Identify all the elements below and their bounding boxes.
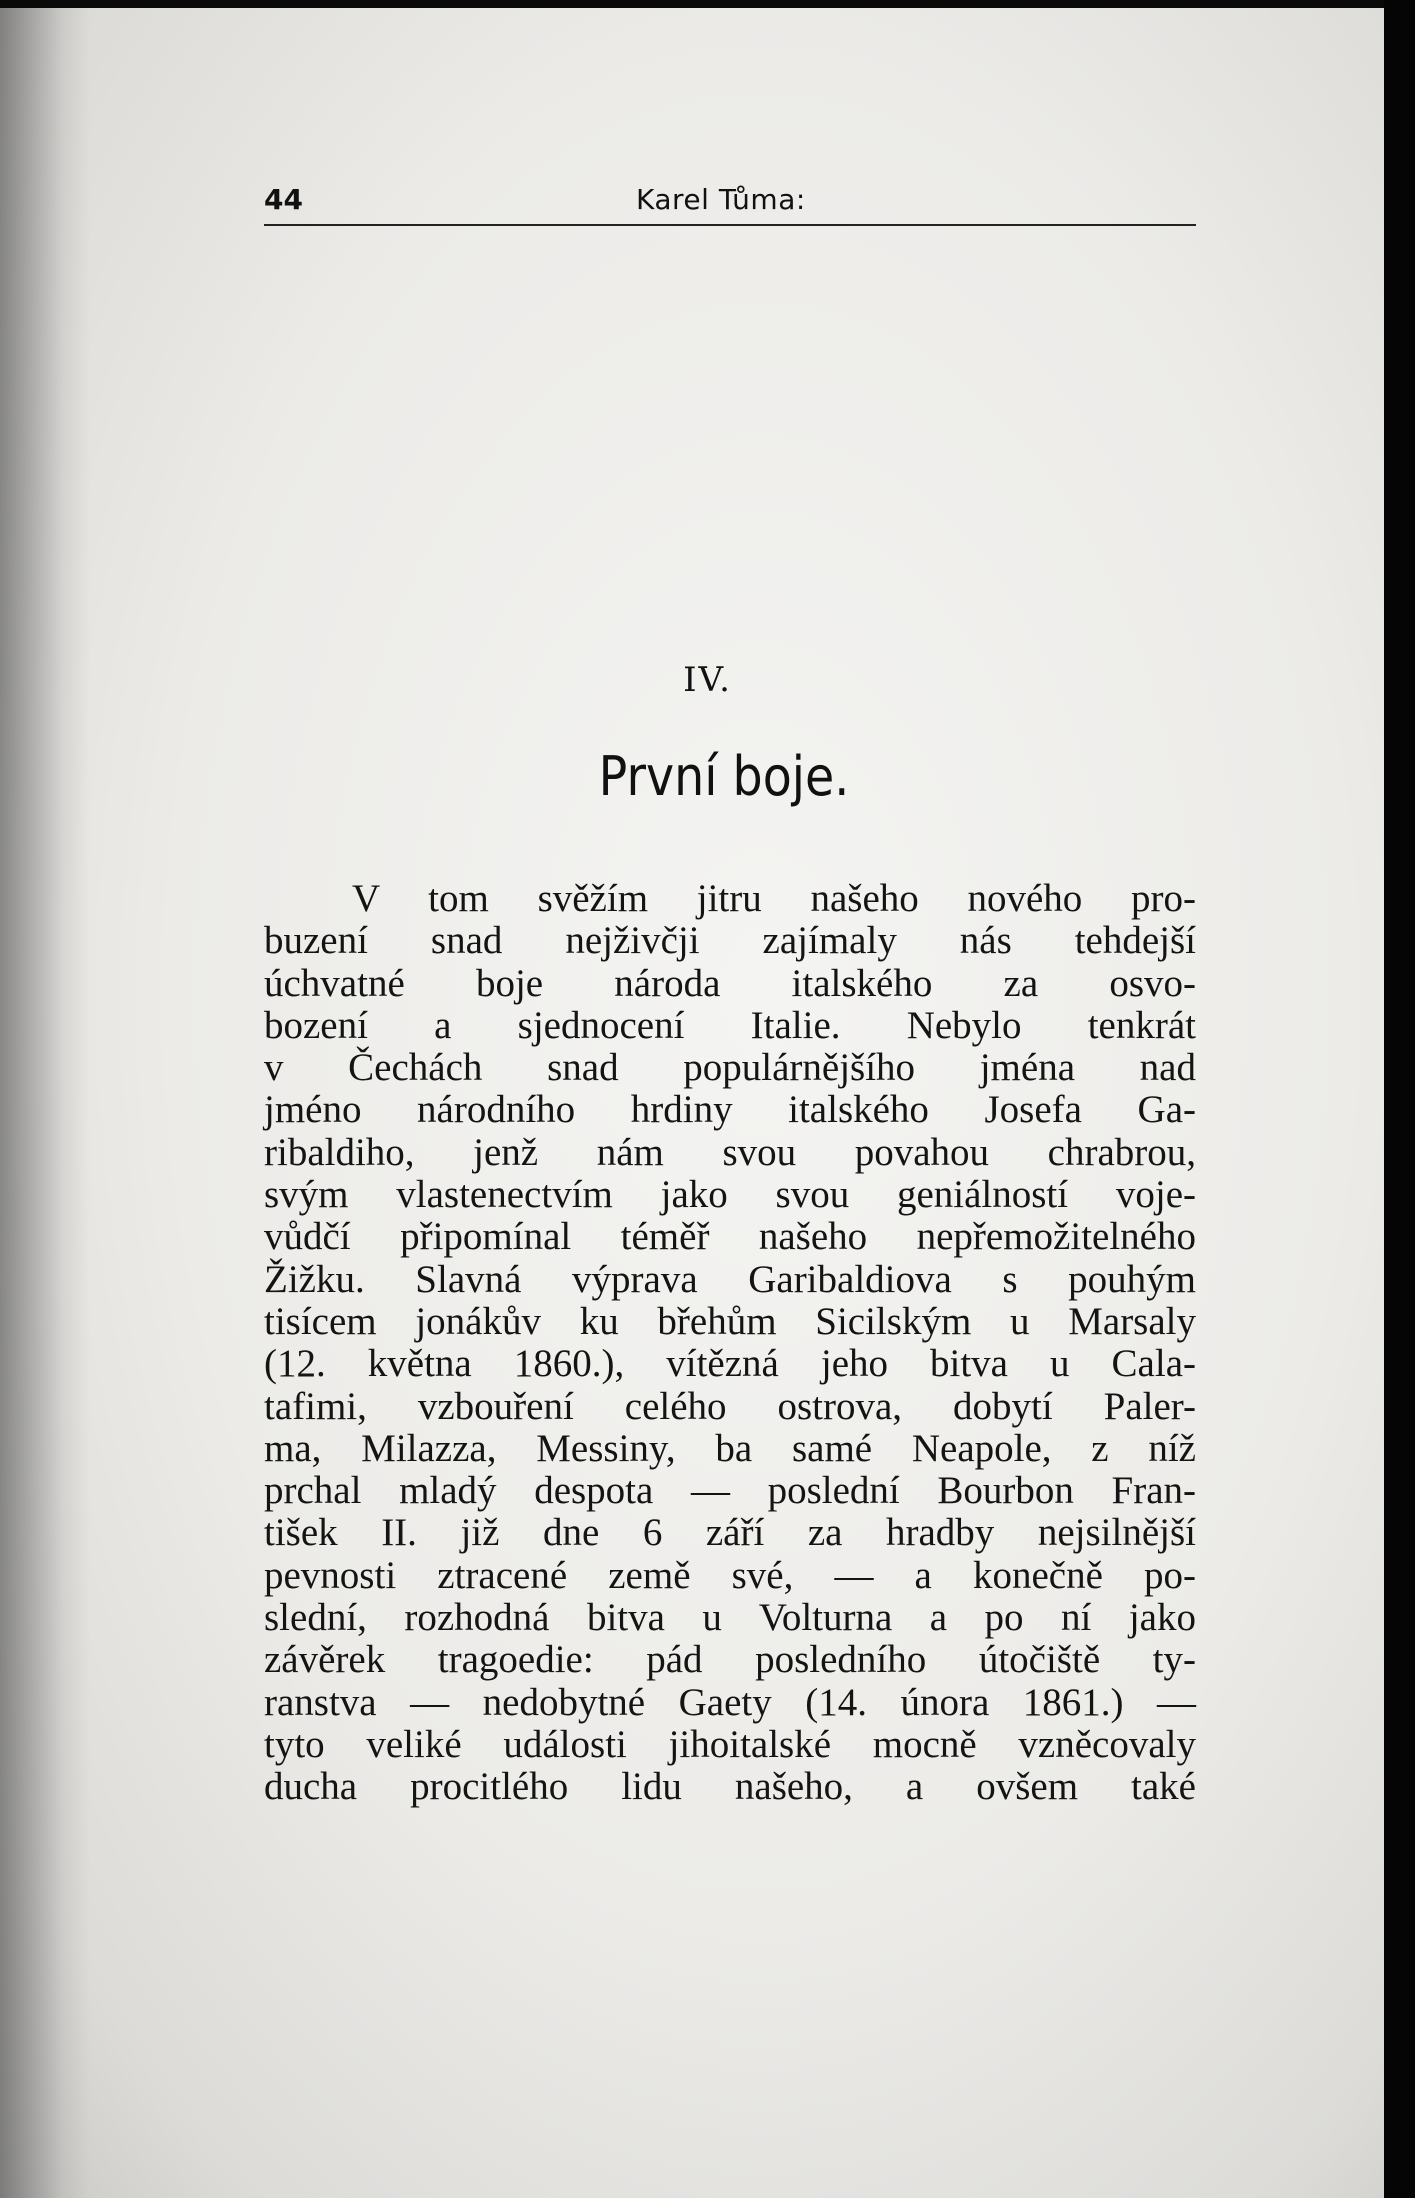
- text-line: Žižku. Slavná výprava Garibaldiova s pouhým: [264, 1257, 1196, 1301]
- text-line: v Čechách snad populárnějšího jména nad: [264, 1046, 1196, 1090]
- scan-right-border: [1384, 0, 1415, 2198]
- text-line: slední, rozhodná bitva u Volturna a po ní jako: [264, 1596, 1196, 1640]
- text-line: prchal mladý despota — poslední Bourbon Fran-: [264, 1469, 1196, 1513]
- running-head: Karel Tůma:: [636, 183, 806, 216]
- text-line: ribaldiho, jenž nám svou povahou chrabrou,: [264, 1130, 1196, 1174]
- text-line: úchvatné boje národa italského za osvo-: [264, 961, 1196, 1005]
- text-line: vůdčí připomínal téměř našeho nepřemožitelného: [264, 1215, 1196, 1259]
- body-text: [264, 878, 1196, 1809]
- scan-top-border: [0, 0, 1415, 8]
- text-line: závěrek tragoedie: pád posledního útočiště ty-: [264, 1638, 1196, 1682]
- text-line: tisícem jonákův ku břehům Sicilským u Marsaly: [264, 1299, 1196, 1343]
- text-line: jméno národního hrdiny italského Josefa Ga-: [264, 1088, 1196, 1132]
- text-line: tafimi, vzbouření celého ostrova, dobytí Paler-: [264, 1384, 1196, 1428]
- text-line: svým vlastenectvím jako svou geniálností voje-: [264, 1173, 1196, 1217]
- text-line: pevnosti ztracené země své, — a konečně po-: [264, 1553, 1196, 1597]
- chapter-title: První boje.: [598, 745, 850, 808]
- chapter-number: IV.: [683, 660, 732, 700]
- text-line: tyto veliké události jihoitalské mocně vzněcovaly: [264, 1722, 1196, 1766]
- text-line: V tom svěžím jitru našeho nového pro-: [352, 877, 1196, 920]
- text-line: ducha procitlého lidu našeho, a ovšem také: [264, 1765, 1196, 1809]
- text-line: (12. května 1860.), vítězná jeho bitva u Cala-: [264, 1342, 1196, 1386]
- text-line: ma, Milazza, Messiny, ba samé Neapole, z níž: [264, 1426, 1196, 1470]
- text-line: bození a sjednocení Italie. Nebylo tenkrát: [264, 1003, 1196, 1047]
- header-rule: [264, 224, 1196, 226]
- text-line: buzení snad nejživčji zajímaly nás tehdejší: [264, 919, 1196, 963]
- page-number: 44: [264, 183, 303, 216]
- text-line: tišek II. již dne 6 září za hradby nejsilnější: [264, 1511, 1196, 1555]
- text-line: ranstva — nedobytné Gaety (14. února 1861.) —: [264, 1680, 1196, 1724]
- page-header: [264, 183, 1194, 227]
